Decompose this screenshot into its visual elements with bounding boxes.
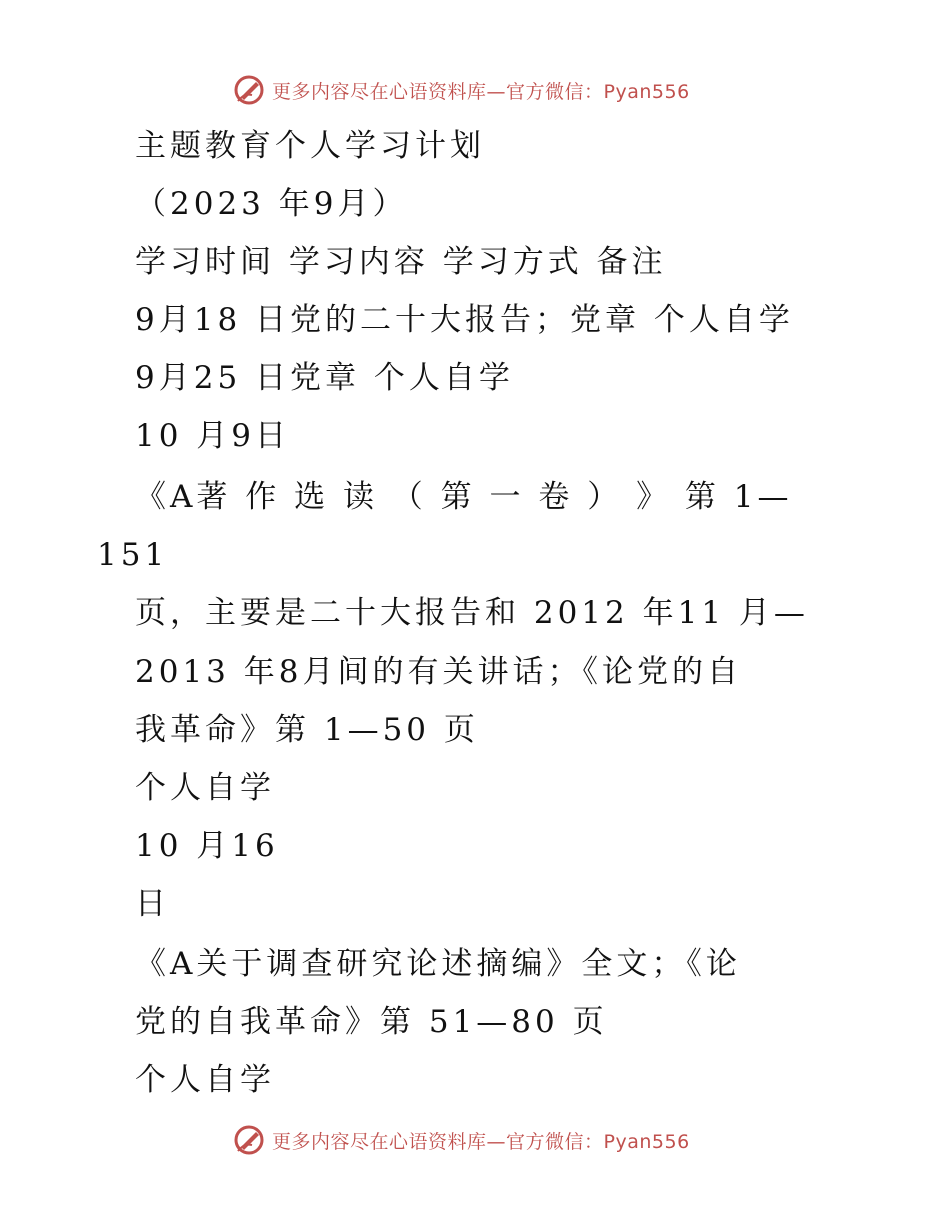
footer-banner-text: 更多内容尽在心语资料库—官方微信：Pyan556 — [272, 1130, 690, 1153]
pen-swirl-logo-icon — [232, 73, 266, 107]
text-line: 9月18 日党的二十大报告；党章 个人自学 — [135, 302, 794, 338]
text-line: 10 月16 — [135, 828, 279, 864]
pen-swirl-logo-icon — [232, 1123, 266, 1157]
document-date: （2023 年9月） — [135, 186, 408, 222]
text-line: 《A著 作 选 读 （ 第 一 卷 ） 》 第 1— — [135, 479, 793, 515]
text-line: 151 — [97, 537, 169, 573]
text-line: 党的自我革命》第 51—80 页 — [135, 1004, 608, 1040]
text-line: 日 — [135, 886, 170, 922]
text-line: 个人自学 — [135, 1062, 275, 1098]
table-header-line: 学习时间 学习内容 学习方式 备注 — [135, 244, 667, 280]
text-line: 10 月9日 — [135, 418, 291, 454]
document-title: 主题教育个人学习计划 — [135, 128, 485, 164]
text-line: 2013 年8月间的有关讲话；《论党的自 — [135, 654, 742, 690]
header-banner — [232, 72, 690, 108]
text-line: 我革命》第 1—50 页 — [135, 712, 479, 748]
header-banner-text: 更多内容尽在心语资料库—官方微信：Pyan556 — [272, 80, 690, 103]
text-line: 个人自学 — [135, 770, 275, 806]
text-line: 页，主要是二十大报告和 2012 年11 月— — [135, 595, 809, 631]
text-line: 9月25 日党章 个人自学 — [135, 360, 514, 396]
footer-banner — [232, 1122, 690, 1158]
text-line: 《A关于调查研究论述摘编》全文；《论 — [135, 946, 741, 982]
